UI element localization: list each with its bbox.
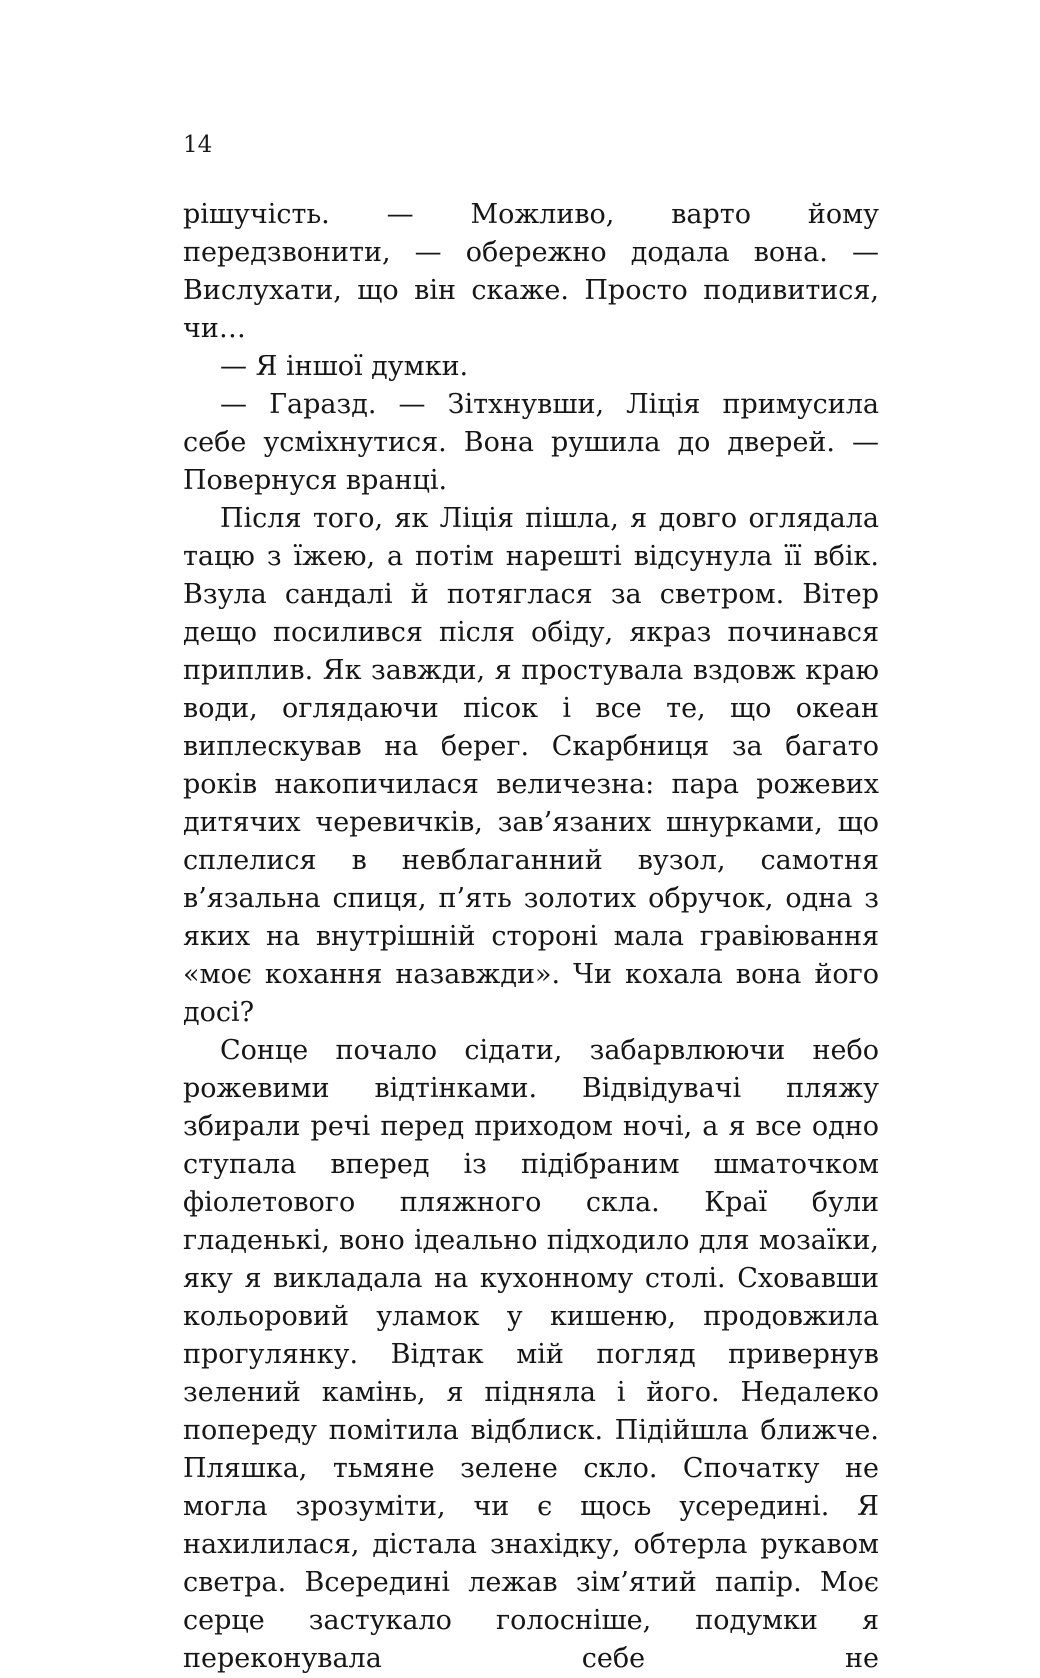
body-paragraph: — Гаразд. — Зітхнувши, Ліція примусила себе усміхнутися. Вона рушила до дверей. — Повернуся вранці.: [183, 389, 879, 496]
body-paragraph: Після того, як Ліція пішла, я довго оглядала тацю з їжею, а потім нарешті відсунула її вбік. Взула сандалі й потяглася за светром. Вітер дещо посилився після обіду, якраз починався приплив. Як завжди, я простувала вздовж краю води, оглядаючи пісок і все те, що океан виплескував на берег. Скарбниця за багато років накопичилася величезна: пара рожевих дитячих черевичків, зав’язаних шнурками, що сплелися в невблаганний вузол, самотня в’язальна спиця, п’ять золотих обручок, одна з яких на внутрішній стороні мала гравіювання «моє кохання назавжди». Чи кохала вона його досі?: [183, 503, 879, 1028]
body-paragraph: — Я іншої думки.: [220, 351, 469, 382]
page-text: [183, 196, 879, 1678]
page-number: 14: [183, 132, 213, 158]
body-paragraph: рішучість. — Можливо, варто йому передзвонити, — обережно додала вона. — Вислухати, що він скаже. Просто подивитися, чи…: [183, 199, 879, 344]
body-paragraph: Сонце почало сідати, забарвлюючи небо рожевими відтінками. Відвідувачі пляжу збирали речі перед приходом ночі, а я все одно ступала вперед із підібраним шматочком фіолетового пляжного скла. Краї були гладенькі, воно ідеально підходило для мозаїки, яку я викладала на кухонному столі. Сховавши кольоровий уламок у кишеню, продовжила прогулянку. Відтак мій погляд привернув зелений камінь, я підняла і його. Недалеко попереду помітила відблиск. Підійшла ближче. Пляшка, тьмяне зелене скло. Спочатку не могла зрозуміти, чи є щось усередині. Я нахилилася, дістала знахідку, обтерла рукавом светра. Всередині лежав зім’ятий папір. Моє серце застукало голосніше, подумки я переконувала себе не: [183, 1035, 879, 1674]
